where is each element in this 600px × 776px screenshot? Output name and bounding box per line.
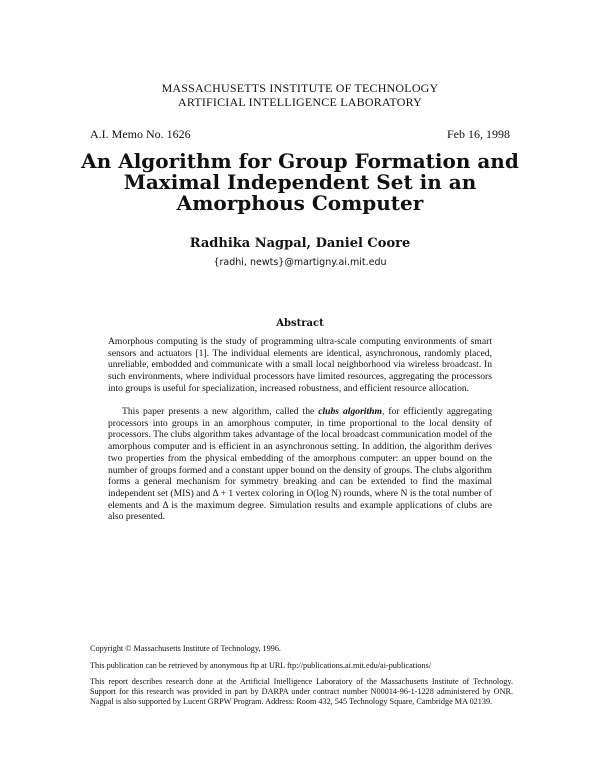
paper-title [0, 151, 600, 214]
abstract-heading: Abstract [276, 318, 324, 329]
research-support-note: This report describes research done at the Artificial Intelligence Laboratory of the Massachusetts Institute of Technology. Support for this research was provided in part by DARPA under contract number N00014-96-1-1228 administered by ONR. Nagpal is also supported by Lucent GRPW Program. Address: Room 432, 545 Technology Square, Cambridge MA 02139. [90, 677, 513, 706]
retrieval-note: This publication can be retrieved by anonymous ftp at URL ftp://publications.ai.mit.edu/ai-publications/ [90, 661, 431, 670]
abstract-paragraph-1: Amorphous computing is the study of programming ultra-scale computing environments of smart sensors and actuators [1]. The individual elements are identical, asynchronous, randomly placed, unreliable, embodded and communicate with a small local neighborhood via wireless broadcast. In such environments, where individual processors have limited resources, aggregating the processors into groups is useful for specialization, increased robustness, and efficient resource allocation. [108, 336, 492, 394]
title-line-3: Amorphous Computer [176, 191, 424, 215]
title-line-1: An Algorithm for Group Formation and [81, 149, 519, 173]
author-emails: {radhi, newts}@martigny.ai.mit.edu [213, 257, 387, 268]
authors: Radhika Nagpal, Daniel Coore [189, 236, 411, 251]
memo-date: Feb 16, 1998 [447, 127, 510, 141]
abstract-p2-start: This paper presents a new algorithm, called the [122, 406, 319, 417]
laboratory-name: ARTIFICIAL INTELLIGENCE LABORATORY [177, 95, 423, 109]
copyright-notice: Copyright © Massachusetts Institute of Technology, 1996. [90, 644, 281, 653]
abstract-p2-rest: , for efficiently aggregating processors into groups in an amorphous computer, in time proportional to the local density of processors. The clubs algorithm takes advantage of the local broadcast communication model of the amorphous computer and is efficient in an asynchronous setting. In addition, the algorithm derives two properties from the physical embedding of the amorphous computer: an upper bound on the number of groups formed and a constant upper bound on the density of groups. The clubs algorithm forms a general mechanism for symmetry breaking and can be extended to find the maximal independent set (MIS) and Δ + 1 vertex coloring in O(log N) rounds, where N is the total number of elements and Δ is the maximum degree. Simulation results and example applications of clubs are also presented. [108, 406, 493, 523]
memo-number: A.I. Memo No. 1626 [90, 127, 191, 141]
clubs-algorithm-term: clubs algorithm [318, 406, 382, 417]
abstract-paragraph-2 [108, 406, 492, 523]
institution-name: MASSACHUSETTS INSTITUTE OF TECHNOLOGY [161, 81, 439, 95]
title-line-2: Maximal Independent Set in an [123, 170, 477, 194]
